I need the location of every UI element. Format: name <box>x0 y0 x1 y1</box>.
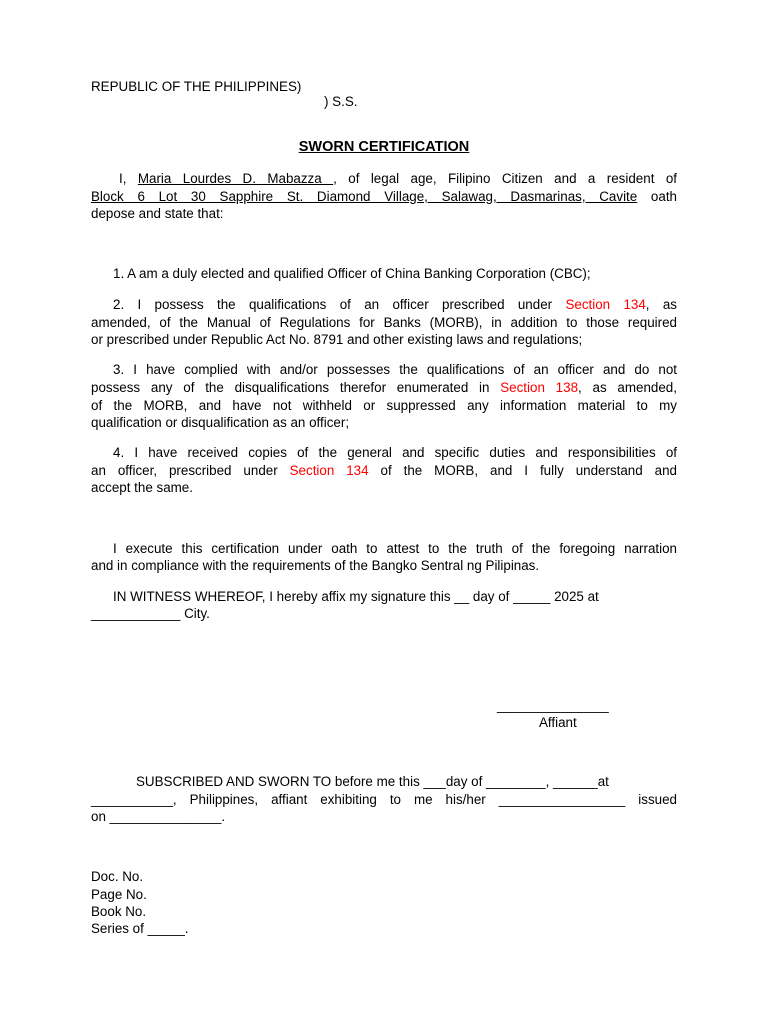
affiant-address: Block 6 Lot 30 Sapphire St. Diamond Village, Salawag, Dasmarinas, Cavite <box>91 189 638 204</box>
section-134-ref-2: Section 134 <box>289 463 369 478</box>
book-no: Book No. <box>91 904 147 919</box>
item-3-line-1 <box>91 362 677 377</box>
doc-no: Doc. No. <box>91 869 144 884</box>
item-2-line-3: or prescribed under Republic Act No. 8791 and other existing laws and regulations; <box>91 332 583 347</box>
item-2-line-1 <box>91 297 677 312</box>
ss-header: ) S.S. <box>324 94 358 109</box>
affiant-label: Affiant <box>539 715 577 730</box>
item-3-post: , as amended, <box>578 380 677 395</box>
section-134-ref: Section 134 <box>565 297 646 312</box>
item-4-text: 4. I have received copies of the general and specific duties and responsibilities of <box>113 445 677 460</box>
intro-after-address: oath <box>637 189 677 204</box>
intro-line-2 <box>91 189 677 204</box>
page-no: Page No. <box>91 887 147 902</box>
item-3-line-2 <box>91 380 677 395</box>
item-3-line-3: of the MORB, and have not withheld or suppressed any information material to my <box>91 398 677 413</box>
republic-header: REPUBLIC OF THE PHILIPPINES) <box>91 79 302 94</box>
series-of: Series of _____. <box>91 921 189 936</box>
witness-line-1: IN WITNESS WHEREOF, I hereby affix my signature this __ day of _____ 2025 at <box>113 589 599 604</box>
intro-line-1 <box>91 171 677 186</box>
intro-line-3: depose and state that: <box>91 206 224 221</box>
item-4-pre: an officer, prescribed under <box>91 463 290 478</box>
item-3-line-4: qualification or disqualification as an officer; <box>91 415 350 430</box>
item-2-pre: 2. I possess the qualifications of an officer prescribed under <box>113 297 566 312</box>
item-4-post: of the MORB, and I fully understand and <box>368 463 677 478</box>
execute-text: I execute this certification under oath to attest to the truth of the foregoing narration <box>113 541 677 556</box>
item-1: 1. A am a duly elected and qualified Officer of China Banking Corporation (CBC); <box>113 266 591 281</box>
section-138-ref: Section 138 <box>500 380 579 395</box>
item-4-line-2 <box>91 463 677 478</box>
item-4-line-1 <box>91 445 677 460</box>
item-3-text: 3. I have complied with and/or possesses the qualifications of an officer and do not <box>113 362 677 377</box>
item-2-line-2: amended, of the Manual of Regulations for Banks (MORB), in addition to those required <box>91 315 677 330</box>
witness-line-2: ____________ City. <box>91 606 210 621</box>
intro-after-name: , of legal age, Filipino Citizen and a resident of <box>333 171 677 186</box>
execute-line-1 <box>91 541 677 556</box>
document-title: SWORN CERTIFICATION <box>298 139 470 155</box>
affiant-signature-line: _______________ <box>497 698 609 713</box>
item-3-pre: possess any of the disqualifications therefor enumerated in <box>91 380 501 395</box>
subscribed-line-2: ___________, Philippines, affiant exhibiting to me his/her _________________ issued <box>91 792 677 807</box>
affiant-name: Maria Lourdes D. Mabazza <box>137 171 334 186</box>
execute-line-2: and in compliance with the requirements of the Bangko Sentral ng Pilipinas. <box>91 558 540 573</box>
subscribed-line-1: SUBSCRIBED AND SWORN TO before me this ___day of ________, ______at <box>136 774 609 789</box>
item-4-line-3: accept the same. <box>91 480 193 495</box>
item-2-post: , as <box>645 297 677 312</box>
intro-i: I, <box>119 171 138 186</box>
subscribed-line-3: on _______________. <box>91 809 226 824</box>
